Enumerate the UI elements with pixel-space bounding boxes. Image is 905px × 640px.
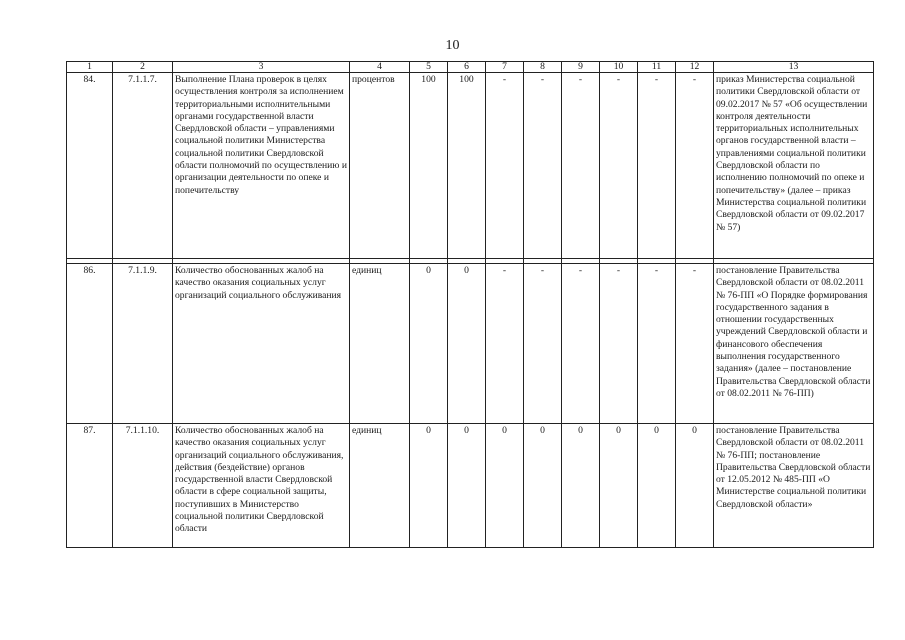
header-cell: 10	[600, 62, 638, 73]
value-cell: 100	[410, 73, 448, 259]
unit: единиц	[350, 264, 410, 424]
row-number: 87.	[67, 424, 113, 548]
unit: единиц	[350, 424, 410, 548]
header-cell: 3	[173, 62, 350, 73]
header-cell: 1	[67, 62, 113, 73]
column-number-header-row	[67, 62, 874, 73]
unit: процентов	[350, 73, 410, 259]
value-cell: -	[600, 264, 638, 424]
row-code: 7.1.1.9.	[113, 264, 173, 424]
value-cell: -	[524, 73, 562, 259]
value-cell: 0	[638, 424, 676, 548]
value-cell: -	[600, 73, 638, 259]
header-cell: 9	[562, 62, 600, 73]
page-number: 10	[445, 38, 460, 53]
legal-basis: приказ Министерства социальной политики Свердловской области от 09.02.2017 № 57 «Об осуществлении контроля деятельности территориальных исполнительных органов государственной власти – управлениями социальной политики Свердловской области по исполнению полномочий по опеке и попечительству» (далее – приказ Министерства социальной политики Свердловской области от 09.02.2017 № 57)	[714, 73, 874, 259]
value-cell: 0	[410, 424, 448, 548]
table-row	[67, 73, 874, 259]
value-cell: -	[562, 264, 600, 424]
value-cell: 0	[524, 424, 562, 548]
value-cell: -	[486, 73, 524, 259]
value-cell: -	[638, 73, 676, 259]
header-cell: 11	[638, 62, 676, 73]
header-cell: 4	[350, 62, 410, 73]
value-cell: 100	[448, 73, 486, 259]
row-number: 86.	[67, 264, 113, 424]
value-cell: 0	[562, 424, 600, 548]
legal-basis: постановление Правительства Свердловской области от 08.02.2011 № 76-ПП «О Порядке формирования государственного задания в отношении государственных учреждений Свердловской области и финансового обеспечения выполнения государственного задания» (далее – постановление Правительства Свердловской области от 08.02.2011 № 76-ПП)	[714, 264, 874, 424]
value-cell: 0	[600, 424, 638, 548]
value-cell: -	[524, 264, 562, 424]
indicator-name: Выполнение Плана проверок в целях осуществления контроля за исполнением территориальными исполнительными органами государственной власти Свердловской области – управлениями социальной политики Министерства социальной политики Свердловской области полномочий по осуществлению и организации деятельности по опеке и попечительству	[173, 73, 350, 259]
value-cell: 0	[676, 424, 714, 548]
value-cell: 0	[448, 264, 486, 424]
value-cell: -	[676, 73, 714, 259]
header-cell: 6	[448, 62, 486, 73]
value-cell: -	[486, 264, 524, 424]
table-row	[67, 424, 874, 548]
indicators-table	[66, 61, 874, 548]
header-cell: 5	[410, 62, 448, 73]
value-cell: 0	[486, 424, 524, 548]
header-cell: 2	[113, 62, 173, 73]
header-cell: 13	[714, 62, 874, 73]
header-cell: 7	[486, 62, 524, 73]
indicator-name: Количество обоснованных жалоб на качество оказания социальных услуг организаций социального обслуживания	[173, 264, 350, 424]
value-cell: -	[676, 264, 714, 424]
value-cell: -	[638, 264, 676, 424]
row-code: 7.1.1.10.	[113, 424, 173, 548]
value-cell: 0	[448, 424, 486, 548]
header-cell: 8	[524, 62, 562, 73]
row-code: 7.1.1.7.	[113, 73, 173, 259]
value-cell: -	[562, 73, 600, 259]
header-cell: 12	[676, 62, 714, 73]
row-number: 84.	[67, 73, 113, 259]
value-cell: 0	[410, 264, 448, 424]
legal-basis: постановление Правительства Свердловской области от 08.02.2011 № 76-ПП; постановление Правительства Свердловской области от 12.05.2012 № 485-ПП «О Министерстве социальной политики Свердловской области»	[714, 424, 874, 548]
indicator-name: Количество обоснованных жалоб на качество оказания социальных услуг организаций социального обслуживания, действия (бездействие) органов государственной власти Свердловской области в сфере социальной защиты, поступивших в Министерство социальной политики Свердловской области	[173, 424, 350, 548]
table-row	[67, 264, 874, 424]
